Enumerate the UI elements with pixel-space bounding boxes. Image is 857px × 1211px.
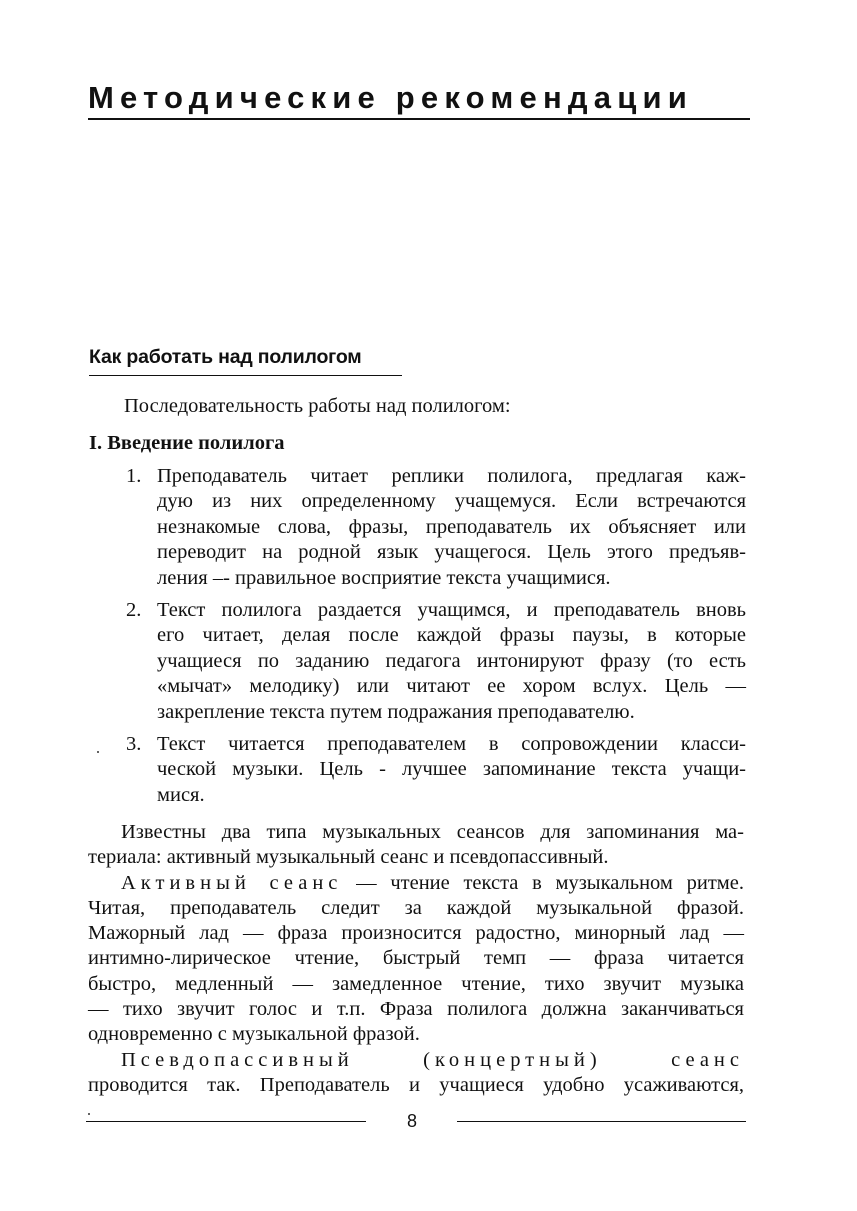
scan-speck xyxy=(97,751,99,753)
item-line: закрепление текста путем подражания преподавателю. xyxy=(157,700,635,723)
paragraph-line: Мажорный лад — фраза произносится радостно, минорный лад — xyxy=(88,922,744,945)
paragraph-line: териала: активный музыкальный сеанс и псевдопассивный. xyxy=(88,846,609,869)
section-heading: Как работать над полилогом xyxy=(89,346,362,368)
item-line: дую из них определенному учащемуся. Если встречаются xyxy=(157,490,746,513)
item-number: 2. xyxy=(126,599,142,622)
item-line: его читает, делая после каждой фразы паузы, в которые xyxy=(157,624,746,647)
term-active-session: Активный сеанс xyxy=(121,871,343,894)
term-pseudo-passive-session: Псевдопассивный (концертный) сеанс xyxy=(121,1048,744,1071)
paragraph-line: одновременно с музыкальной фразой. xyxy=(88,1023,420,1046)
body-text xyxy=(88,820,744,1098)
item-line: Текст полилога раздается учащимся, и преподаватель вновь xyxy=(157,599,746,622)
part-heading: I. Введение полилога xyxy=(89,432,285,454)
paragraph-line: Известны два типа музыкальных сеансов для запоминания ма- xyxy=(121,821,744,843)
item-line: учащиеся по заданию педагога интонируют фразу (то есть xyxy=(157,649,746,672)
item-line: переводит на родной язык учащегося. Цель этого предъяв- xyxy=(157,541,746,564)
scan-speck xyxy=(88,1113,90,1115)
paragraph-line: быстро, медленный — замедленное чтение, тихо звучит музыка xyxy=(88,972,744,995)
page-title: Методические рекомендации xyxy=(88,80,693,115)
item-line: ческой музыки. Цель - лучшее запоминание текста учащи- xyxy=(157,758,746,781)
item-line: Текст читается преподавателем в сопровождении класси- xyxy=(157,733,746,756)
item-number: 3. xyxy=(126,733,142,756)
steps-list xyxy=(126,464,746,815)
section-underline xyxy=(89,375,402,376)
paragraph-line xyxy=(88,1048,744,1073)
footer-rule-right xyxy=(457,1121,746,1122)
paragraph-line: Читая, преподаватель следит за каждой музыкальной фразой. xyxy=(88,896,744,919)
list-item xyxy=(126,732,746,808)
footer-rule-left xyxy=(86,1121,366,1122)
paragraph-line xyxy=(88,871,744,896)
list-item xyxy=(126,598,746,725)
paragraph-text: — чтение текста в музыкальном ритме. xyxy=(342,871,744,894)
title-underline xyxy=(88,118,750,120)
intro-text: Последовательность работы над полилогом: xyxy=(124,395,511,417)
item-line: мися. xyxy=(157,783,205,806)
page-number: 8 xyxy=(406,1111,417,1131)
item-line: Преподаватель читает реплики полилога, предлагая каж- xyxy=(157,465,746,487)
item-line: незнакомые слова, фразы, преподаватель их объясняет или xyxy=(157,515,746,538)
item-line: ления –- правильное восприятие текста учащимися. xyxy=(157,566,611,589)
paragraph-line: — тихо звучит голос и т.п. Фраза полилога должна заканчиваться xyxy=(88,998,744,1021)
item-line: «мычат» мелодику) или читают ее хором вслух. Цель — xyxy=(157,675,746,698)
paragraph-line: проводится так. Преподаватель и учащиеся удобно усаживаются, xyxy=(88,1073,744,1096)
paragraph-line: интимно-лирическое чтение, быстрый темп — фраза читается xyxy=(88,947,744,970)
list-item xyxy=(126,464,746,591)
item-number: 1. xyxy=(126,465,142,487)
